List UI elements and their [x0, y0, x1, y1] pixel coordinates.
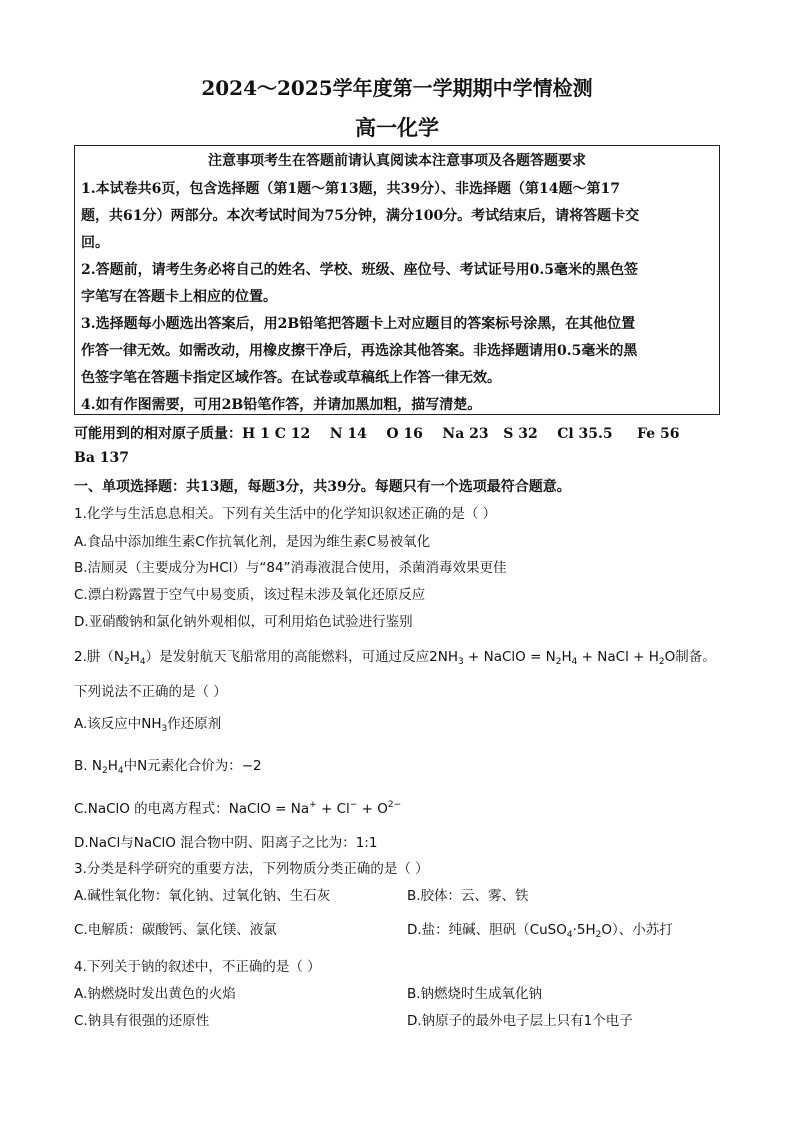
question-2-prompt: 下列说法不正确的是（ ） [74, 684, 227, 700]
notice-line: 2.答题前，请考生务必将自己的姓名、学校、班级、座位号、考试证号用0.5毫米的黑色签 [81, 262, 638, 278]
question-3-option-c: C.电解质：碳酸钙、氯化镁、液氯 [74, 922, 277, 938]
notice-line: 回。 [81, 235, 109, 251]
atomic-masses-line: 可能用到的相对原子质量：H 1 C 12 N 14 O 16 Na 23 S 32 Cl 35.5 Fe 56 [74, 426, 680, 442]
notice-line: 1.本试卷共6页，包含选择题（第1题～第13题，共39分）、非选择题（第14题～第17 [81, 181, 621, 197]
notice-line: 4.如有作图需要，可用2B铅笔作答，并请加黑加粗，描写清楚。 [81, 397, 482, 413]
question-1-option-d: D.亚硝酸钠和氯化钠外观相似，可利用焰色试验进行鉴别 [74, 614, 413, 630]
exam-title: 2024～2025学年度第一学期期中学情检测 [201, 76, 593, 100]
question-4-option-d: D.钠原子的最外电子层上只有1个电子 [407, 1013, 633, 1029]
question-4-option-c: C.钠具有很强的还原性 [74, 1013, 210, 1029]
question-4-option-b: B.钠燃烧时生成氧化钠 [407, 986, 543, 1002]
question-3-option-a: A.碱性氧化物：氧化钠、过氧化钠、生石灰 [74, 888, 331, 904]
question-1-option-c: C.漂白粉露置于空气中易变质，该过程未涉及氧化还原反应 [74, 587, 426, 603]
reaction-equation: $2NH_3$ + NaClO = $N_2H_4$ + NaCl + $H_2O$ [429, 649, 676, 667]
notice-line: 作答一律无效。如需改动，用橡皮擦干净后，再选涂其他答案。非选择题请用0.5毫米的黑 [81, 343, 638, 359]
question-2-stem: 2.肼$(N_2H_4)$是发射航天飞船常用的高能燃料，可通过反应$2NH_3$ + NaClO = $N_2H_4$ + NaCl + $H_2O$制备。 [74, 649, 716, 667]
formula-n2h4: $N_2H_4$ [113, 649, 146, 667]
question-3-stem: 3.分类是科学研究的重要方法，下列物质分类正确的是（ ） [74, 861, 429, 877]
question-4-stem: 4.下列关于钠的叙述中，不正确的是（ ） [74, 959, 321, 975]
section-heading: 一、单项选择题：共13题，每题3分，共39分。每题只有一个选项最符合题意。 [74, 479, 571, 495]
question-4-option-a: A.钠燃烧时发出黄色的火焰 [74, 986, 236, 1002]
exam-subject: 高一化学 [355, 115, 439, 140]
question-3-option-b: B.胶体：云、雾、铁 [407, 888, 529, 904]
atomic-masses-line: Ba 137 [74, 450, 130, 466]
notice-line: 色签字笔在答题卡指定区域作答。在试卷或草稿纸上作答一律无效。 [81, 370, 501, 386]
question-2-option-d: D.NaCl与NaClO 混合物中阴、阳离子之比为：1:1 [74, 835, 378, 851]
question-1-option-a: A.食品中添加维生素C作抗氧化剂，是因为维生素C易被氧化 [74, 534, 431, 550]
question-3-option-d: D.盐：纯碱、胆矾$(CuSO_4\cdot 5H_2O)$、小苏打 [407, 922, 673, 940]
notice-line: 题，共61分）两部分。本次考试时间为75分钟，满分100分。考试结束后，请将答题卡交 [81, 208, 640, 224]
notice-box [74, 145, 720, 415]
notice-heading: 注意事项考生在答题前请认真阅读本注意事项及各题答题要求 [208, 153, 586, 169]
notice-line: 字笔写在答题卡上相应的位置。 [81, 289, 277, 305]
question-2-option-b: B. $N_2H_4$中N元素化合价为：−2 [74, 758, 262, 776]
question-1-option-b: B.洁厕灵（主要成分为HCl）与“84”消毒液混合使用，杀菌消毒效果更佳 [74, 560, 507, 576]
question-2-option-c: C.NaClO 的电离方程式：NaClO = $Na^+ + Cl^- + O^{2-}$ [74, 800, 402, 817]
question-2-option-a: A.该反应中$NH_3$作还原剂 [74, 716, 222, 734]
question-1-stem: 1.化学与生活息息相关。下列有关生活中的化学知识叙述正确的是（ ） [74, 506, 497, 522]
notice-line: 3.选择题每小题选出答案后，用2B铅笔把答题卡上对应题目的答案标号涂黑，在其他位置 [81, 316, 636, 332]
